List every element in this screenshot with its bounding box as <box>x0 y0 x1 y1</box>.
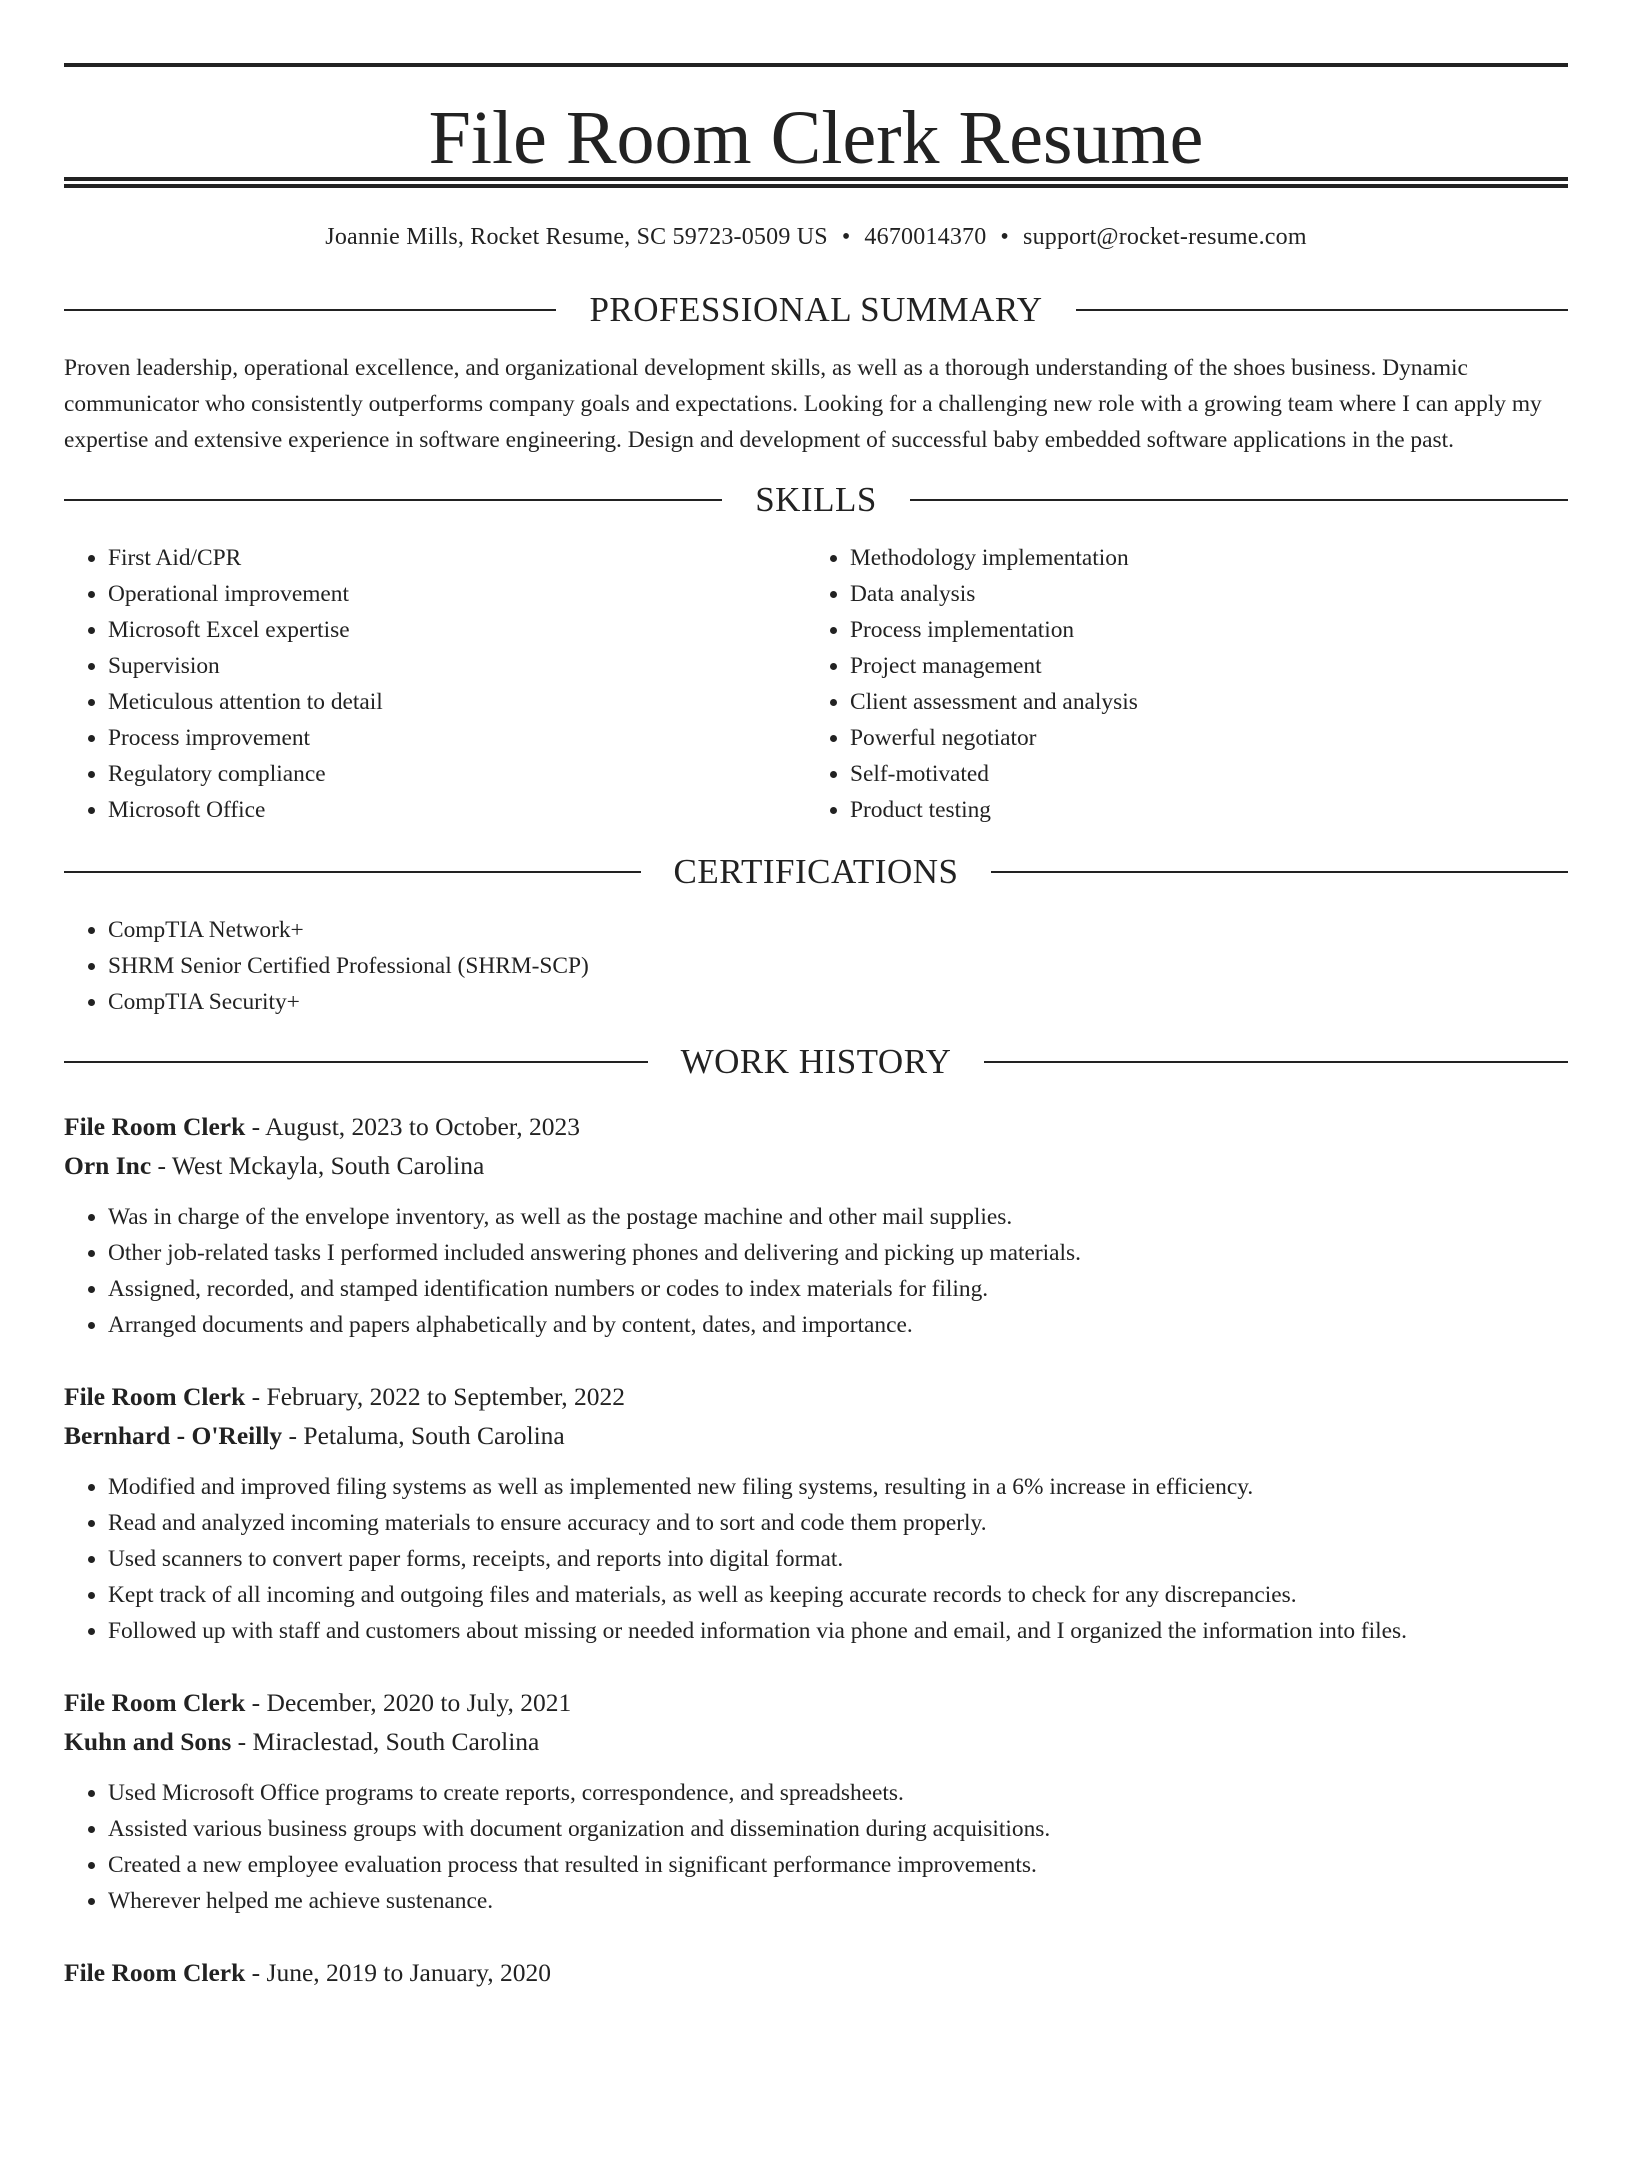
duty-item: • Wherever helped me achieve sustenance. <box>108 1883 1568 1919</box>
job-title-line <box>64 1683 1568 1722</box>
job-entry <box>64 1953 1568 1992</box>
contact-separator: • <box>1000 224 1010 250</box>
duty-item: • Assigned, recorded, and stamped identification numbers or codes to index materials for filing. <box>108 1271 1568 1307</box>
duty-item: • Arranged documents and papers alphabetically and by content, dates, and importance. <box>108 1307 1568 1343</box>
contact-phone: 4670014370 <box>864 224 987 250</box>
section-title: SKILLS <box>755 480 877 519</box>
job-title: File Room Clerk <box>64 1688 246 1717</box>
section-heading-skills <box>64 480 1568 520</box>
skill-item: • Product testing <box>850 792 1138 828</box>
skills-list <box>64 540 1568 828</box>
duty-item: • Used Microsoft Office programs to create reports, correspondence, and spreadsheets. <box>108 1775 1568 1811</box>
divider <box>991 871 1568 873</box>
skill-item: • Supervision <box>108 648 806 684</box>
duty-item: • Created a new employee evaluation process that resulted in significant performance improvements. <box>108 1847 1568 1883</box>
skills-column-right <box>806 540 1138 828</box>
page-title: File Room Clerk Resume <box>428 96 1204 180</box>
job-title-line <box>64 1953 1568 1992</box>
contact-separator: • <box>841 224 851 250</box>
section-title: WORK HISTORY <box>680 1042 952 1081</box>
job-title: File Room Clerk <box>64 1382 246 1411</box>
divider <box>64 871 641 873</box>
contact-address: Joannie Mills, Rocket Resume, SC 59723-0509 US <box>325 224 828 250</box>
skill-item: • Process improvement <box>108 720 806 756</box>
job-title: File Room Clerk <box>64 1958 246 1987</box>
job-dates: - February, 2022 to September, 2022 <box>245 1382 626 1411</box>
skill-item: • Project management <box>850 648 1138 684</box>
job-duties <box>64 1469 1568 1649</box>
skill-item: • Microsoft Excel expertise <box>108 612 806 648</box>
divider <box>984 1061 1568 1063</box>
duty-item: • Other job-related tasks I performed included answering phones and delivering and picking up materials. <box>108 1235 1568 1271</box>
divider <box>910 499 1568 501</box>
divider <box>64 499 722 501</box>
section-title: PROFESSIONAL SUMMARY <box>589 290 1043 329</box>
skill-item: • Operational improvement <box>108 576 806 612</box>
skills-column-left <box>64 540 806 828</box>
skill-item: • First Aid/CPR <box>108 540 806 576</box>
contact-email: support@rocket-resume.com <box>1023 224 1307 250</box>
section-heading-summary <box>64 290 1568 330</box>
job-duties <box>64 1199 1568 1343</box>
skill-item: • Process implementation <box>850 612 1138 648</box>
duty-item: • Used scanners to convert paper forms, receipts, and reports into digital format. <box>108 1541 1568 1577</box>
skill-item: • Self-motivated <box>850 756 1138 792</box>
skill-item: • Data analysis <box>850 576 1138 612</box>
certification-item: • CompTIA Security+ <box>108 984 1568 1020</box>
job-entry <box>64 1377 1568 1649</box>
divider <box>64 1061 648 1063</box>
job-location: - Petaluma, South Carolina <box>282 1421 565 1450</box>
job-title: File Room Clerk <box>64 1112 246 1141</box>
divider <box>64 309 556 311</box>
skill-item: • Microsoft Office <box>108 792 806 828</box>
skill-item: • Powerful negotiator <box>850 720 1138 756</box>
section-heading-certifications <box>64 852 1568 892</box>
job-entry <box>64 1107 1568 1343</box>
certification-item: • SHRM Senior Certified Professional (SHRM-SCP) <box>108 948 1568 984</box>
duty-item: • Assisted various business groups with document organization and dissemination during acquisitions. <box>108 1811 1568 1847</box>
job-company: Orn Inc <box>64 1151 152 1180</box>
job-dates: - December, 2020 to July, 2021 <box>245 1688 572 1717</box>
section-heading-work <box>64 1042 1568 1082</box>
job-dates: - August, 2023 to October, 2023 <box>245 1112 580 1141</box>
divider <box>1076 309 1568 311</box>
certifications-list <box>64 912 1568 1020</box>
job-company: Bernhard - O'Reilly <box>64 1421 283 1450</box>
job-company-line <box>64 1146 1568 1185</box>
skill-item: • Meticulous attention to detail <box>108 684 806 720</box>
job-company-line <box>64 1722 1568 1761</box>
skill-item: • Methodology implementation <box>850 540 1138 576</box>
job-location: - West Mckayla, South Carolina <box>151 1151 485 1180</box>
skill-item: • Regulatory compliance <box>108 756 806 792</box>
job-title-line <box>64 1377 1568 1416</box>
duty-item: • Was in charge of the envelope inventory, as well as the postage machine and other mail supplies. <box>108 1199 1568 1235</box>
job-entry <box>64 1683 1568 1919</box>
duty-item: • Read and analyzed incoming materials to ensure accuracy and to sort and code them properly. <box>108 1505 1568 1541</box>
section-title: CERTIFICATIONS <box>673 852 959 891</box>
skill-item: • Client assessment and analysis <box>850 684 1138 720</box>
job-company-line <box>64 1416 1568 1455</box>
job-location: - Miraclestad, South Carolina <box>231 1727 540 1756</box>
job-duties <box>64 1775 1568 1919</box>
job-title-line <box>64 1107 1568 1146</box>
contact-line <box>64 222 1568 252</box>
summary-text: Proven leadership, operational excellence, and organizational development skills, as well as a thorough understanding of the shoes business. Dynamic communicator who consistently outperforms company goals and expectations. Looking for a challenging new role with a growing team where I can apply my expertise and extensive experience in software engineering. Design and development of successful baby embedded software applications in the past. <box>64 355 1542 453</box>
duty-item: • Kept track of all incoming and outgoing files and materials, as well as keeping accurate records to check for any discrepancies. <box>108 1577 1568 1613</box>
job-company: Kuhn and Sons <box>64 1727 232 1756</box>
job-dates: - June, 2019 to January, 2020 <box>245 1958 552 1987</box>
duty-item: • Modified and improved filing systems as well as implemented new filing systems, resulting in a 6% increase in efficiency. <box>108 1469 1568 1505</box>
resume-page <box>0 63 1632 2175</box>
certification-item: • CompTIA Network+ <box>108 912 1568 948</box>
duty-item: • Followed up with staff and customers about missing or needed information via phone and email, and I organized the information into files. <box>108 1613 1568 1649</box>
